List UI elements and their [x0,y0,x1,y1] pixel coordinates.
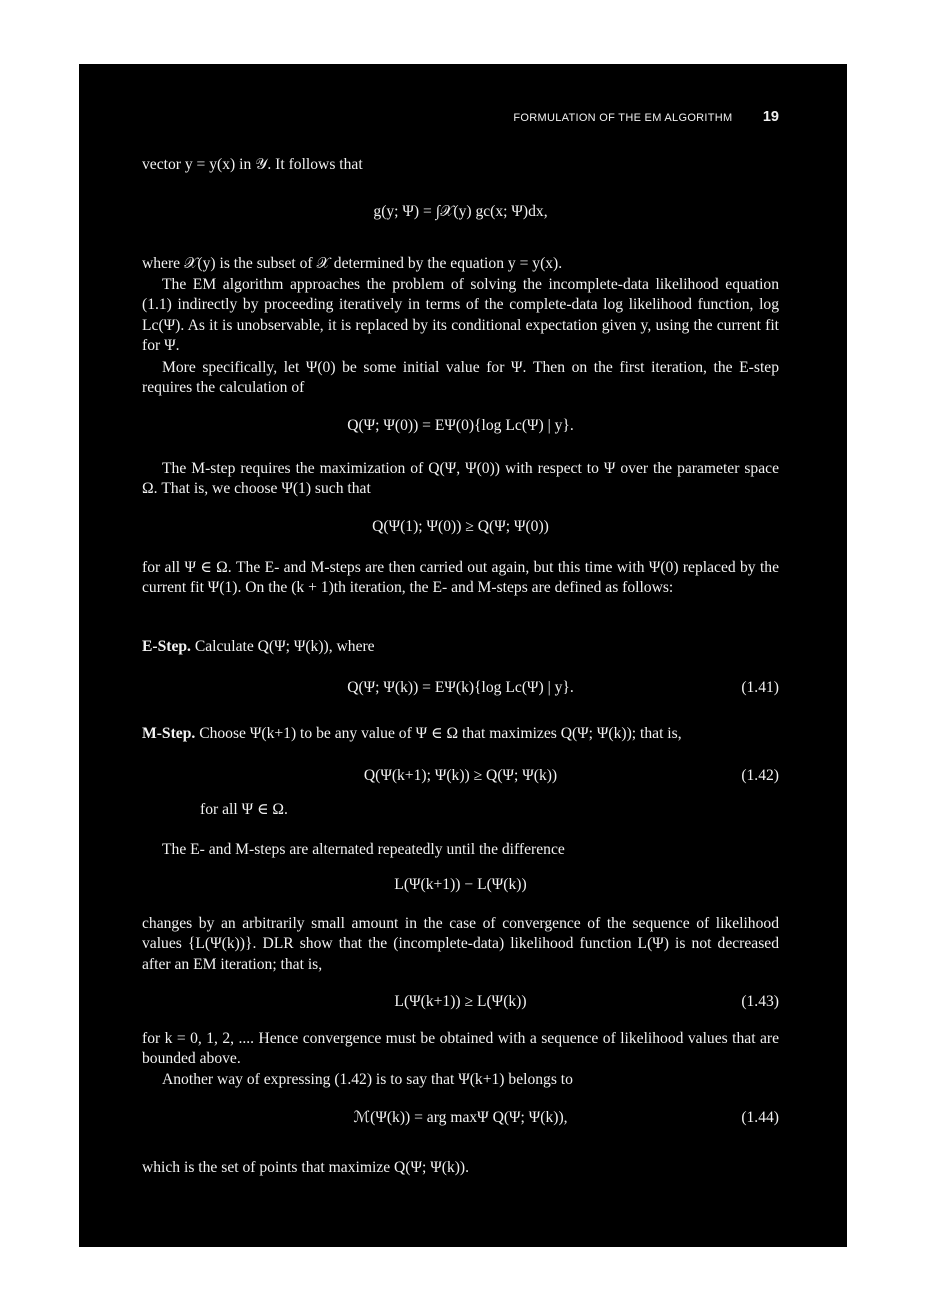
equation-1-44: ℳ(Ψ(k)) = arg maxΨ Q(Ψ; Ψ(k)), [353,1109,568,1126]
paragraph-4: More specifically, let Ψ(0) be some initial value for Ψ. Then on the first iteration, the E-step requires the calculation of [142,359,779,397]
mstep-label: M-Step. [142,725,196,742]
equation-number-1-43: (1.43) [741,993,779,1010]
equation-number-1-41: (1.41) [741,679,779,696]
equation-g: g(y; Ψ) = ∫𝒳(y) gc(x; Ψ)dx, [373,203,548,220]
for-all-line: for all Ψ ∈ Ω. [200,801,288,818]
paragraph-7: The E- and M-steps are alternated repeatedly until the difference [162,841,565,858]
equation-1-41: Q(Ψ; Ψ(k)) = EΨ(k){log Lc(Ψ) | y}. [347,679,574,696]
paragraph-10: Another way of expressing (1.42) is to say that Ψ(k+1) belongs to [162,1071,573,1088]
running-title: FORMULATION OF THE EM ALGORITHM [513,112,733,124]
equation-q0: Q(Ψ; Ψ(0)) = EΨ(0){log Lc(Ψ) | y}. [347,417,574,434]
equation-1-42: Q(Ψ(k+1); Ψ(k)) ≥ Q(Ψ; Ψ(k)) [363,767,558,784]
paragraph-9: for k = 0, 1, 2, .... Hence convergence must be obtained with a sequence of likelihood values that are bounded above. [142,1030,779,1068]
equation-number-1-42: (1.42) [741,767,779,784]
paragraph-3: The EM algorithm approaches the problem of solving the incomplete-data likelihood equation (1.1) indirectly by proceeding iteratively in terms of the complete-data log likelihood function, log Lc(Ψ). As it is unobservable, it is replaced by its conditional expectation given y, using the current fit for Ψ. [142,276,779,355]
paragraph-5: The M-step requires the maximization of Q(Ψ, Ψ(0)) with respect to Ψ over the parameter space Ω. That is, we choose Ψ(1) such that [142,460,779,498]
paragraph-1: vector y = y(x) in 𝒴. It follows that [142,156,363,173]
estep-label: E-Step. [142,638,191,655]
book-page [79,64,847,1247]
equation-diff: L(Ψ(k+1)) − L(Ψ(k)) [394,876,527,893]
paragraph-2: where 𝒳(y) is the subset of 𝒳 determined by the equation y = y(x). [142,255,563,272]
paragraph-11: which is the set of points that maximize Q(Ψ; Ψ(k)). [142,1159,470,1176]
mstep-text: Choose Ψ(k+1) to be any value of Ψ ∈ Ω that maximizes Q(Ψ; Ψ(k)); that is, [199,725,682,742]
paragraph-8: changes by an arbitrarily small amount in the case of convergence of the sequence of likelihood values {L(Ψ(k))}. DLR show that the (incomplete-data) likelihood function L(Ψ) is not decreased after an EM iteration; that is, [142,915,779,973]
running-header [513,107,779,128]
paragraph-6: for all Ψ ∈ Ω. The E- and M-steps are then carried out again, but this time with Ψ(0) replaced by the current fit Ψ(1). On the (k + 1)th iteration, the E- and M-steps are defined as follows: [142,559,779,597]
page-number: 19 [762,109,779,125]
equation-number-1-44: (1.44) [741,1109,779,1126]
equation-q1: Q(Ψ(1); Ψ(0)) ≥ Q(Ψ; Ψ(0)) [372,518,549,535]
estep-line [142,637,779,657]
mstep-line [142,724,779,744]
equation-1-43: L(Ψ(k+1)) ≥ L(Ψ(k)) [394,993,527,1010]
estep-text: Calculate Q(Ψ; Ψ(k)), where [194,638,375,655]
